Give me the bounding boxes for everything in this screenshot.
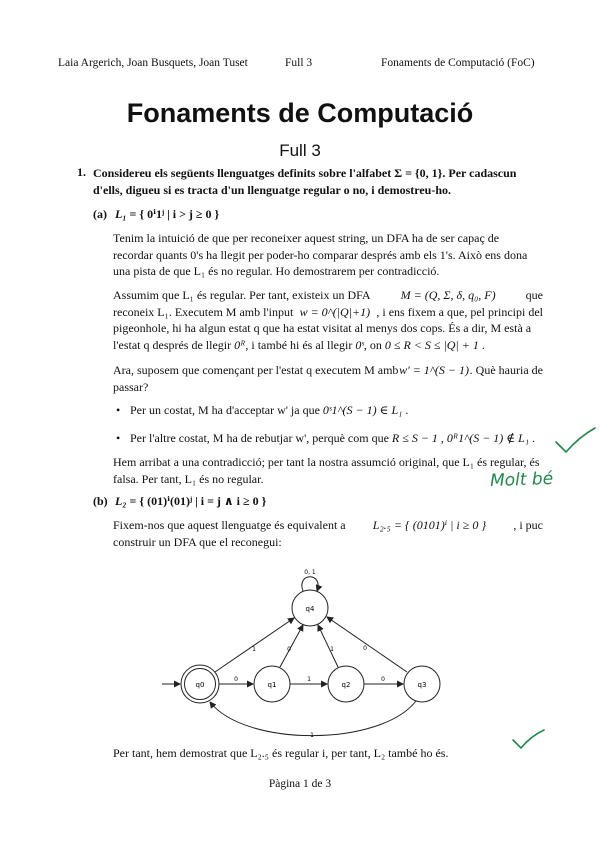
part-a-bullet-2-math2: 0ᴿ1^(S − 1) ∉ L₁ bbox=[446, 431, 530, 445]
part-a-p2-line2b: , i ens fixem a que, pel principi del bbox=[376, 304, 543, 319]
edge-q3-q0-label: 1 bbox=[310, 732, 314, 739]
page-title: Fonaments de Computació bbox=[126, 98, 474, 128]
part-b-label: (b) bbox=[93, 494, 108, 508]
part-a-p2-ineq: 0 ≤ R < S ≤ |Q| + 1 bbox=[384, 337, 479, 352]
part-a-paragraph-3 bbox=[113, 362, 543, 395]
part-b-language bbox=[115, 494, 266, 509]
header-course: Fonaments de Computació (FoC) bbox=[381, 57, 535, 69]
part-a-p3-w: w' = 1^(S − 1) bbox=[399, 363, 469, 377]
edge-q0-q4-label: 1 bbox=[252, 646, 256, 653]
header-authors: Laia Argerich, Joan Busquets, Joan Tuset bbox=[58, 57, 248, 69]
header-sheet: Full 3 bbox=[285, 57, 313, 69]
part-a-paragraph-1 bbox=[113, 230, 543, 280]
question-statement bbox=[93, 165, 543, 198]
part-b-lang-name: L₂ bbox=[115, 494, 127, 508]
part-a-language bbox=[115, 207, 219, 222]
part-a-p2-0R: 0ᴿ bbox=[234, 337, 246, 352]
part-a-bullet-2: Per l'altre costat, M ha de rebutjar w', perquè com que R ≤ S − 1 , 0ᴿ1^(S − 1) ∉ L₁ . bbox=[130, 431, 536, 445]
part-a-p1-line2: recordar quants 0's ha llegit per poder-ho comparar després amb els 1's. Això ens dona bbox=[113, 247, 528, 262]
question-number: 1. bbox=[77, 165, 86, 179]
edge-q4-loop-label: 0, 1 bbox=[304, 569, 316, 576]
part-a-bullet-1: Per un costat, M ha d'acceptar w' ja que 0ˢ1^(S − 1) ∈ L₁ . bbox=[130, 403, 409, 417]
part-a-p2-line1a: Assumim que L₁ és regular. Per tant, existeix un DFA bbox=[113, 288, 371, 302]
question-alphabet: Σ = {0, 1} bbox=[394, 166, 443, 180]
dfa-diagram bbox=[150, 562, 450, 742]
question-line1-end: . Per cadascun bbox=[442, 166, 517, 180]
state-q2-label: q2 bbox=[341, 681, 351, 689]
state-q0-label: q0 bbox=[195, 681, 205, 689]
bullet-dot-1: • bbox=[116, 403, 121, 417]
edge-q2-q4-label: 1 bbox=[330, 646, 334, 653]
edge-q3-q0 bbox=[210, 701, 416, 736]
edge-q4-loop bbox=[302, 577, 318, 591]
edge-q0-q1-label: 0 bbox=[234, 676, 238, 683]
part-a-bullet-1-text: Per un costat, M ha d'acceptar w' ja que bbox=[130, 403, 320, 417]
part-b-lang-def: = { (01)ⁱ(01)ʲ | i = j ∧ i ≥ 0 } bbox=[129, 494, 267, 508]
part-b-p1-line2: construir un DFA que el reconegui: bbox=[113, 534, 282, 549]
part-a-p2-input: w = 0^(|Q|+1) bbox=[299, 304, 371, 319]
checkmark-icon-2 bbox=[510, 727, 546, 753]
part-a-p1-line1: Tenim la intuició de que per reconeixer aquest string, un DFA ha de ser capaç de bbox=[113, 231, 500, 245]
part-a-p4-line1: Hem arribat a una contradicció; per tant la nostra assumció original, que L₁ és regular, és bbox=[113, 455, 540, 469]
part-a-p3-line2: passar? bbox=[113, 379, 149, 394]
part-a-paragraph-2: Assumim que L₁ és regular. Per tant, existeix un DFA M = (Q, Σ, δ, q₀, F) que reconeix L₁. Executem M amb l'input w = 0^(|Q|+1) , i ens fixem a que, pel principi del pigeonhole, hi ha algun estat q que ha estat visitat al menys dos cops. És a dir, M està a l'estat q després de llegir 0ᴿ, i també hi és al llegir 0ˢ, on 0 ≤ R < S ≤ |Q| + 1 . bbox=[113, 288, 543, 352]
question-line1: Considereu els següents llenguatges definits sobre l'alfabet bbox=[93, 166, 392, 180]
checkmark-icon bbox=[553, 425, 598, 457]
part-a-p4-line2: falsa. Per tant, L₁ és no regular. bbox=[113, 471, 264, 486]
part-b-conclusion: Per tant, hem demostrat que L₂.₅ és regular i, per tant, L₂ també ho és. bbox=[113, 746, 449, 760]
part-b-p1-math: L₂.₅ = { (0101)ⁱ | i ≥ 0 } bbox=[372, 518, 487, 532]
page-footer: Pàgina 1 de 3 bbox=[268, 778, 332, 790]
part-b-p1-line1a: Fixem-nos que aquest llenguatge és equivalent a bbox=[113, 518, 346, 532]
part-a-p2-line4a: l'estat q després de llegir bbox=[113, 337, 232, 352]
edge-q1-q2-label: 1 bbox=[307, 676, 311, 683]
state-q3-label: q3 bbox=[417, 681, 427, 689]
bullet-dot-2: • bbox=[116, 431, 121, 445]
part-a-p2-0S: 0ˢ bbox=[355, 337, 364, 352]
part-a-p2-line2a: reconeix L₁. Executem M amb l'input bbox=[113, 304, 294, 319]
state-q1-label: q1 bbox=[267, 681, 277, 689]
part-a-bullet-2-math1: R ≤ S − 1 bbox=[391, 431, 438, 445]
edge-q1-q4 bbox=[280, 625, 303, 667]
edge-q2-q4 bbox=[318, 625, 338, 667]
part-a-p2-line4b: , i també hi és al llegir bbox=[245, 337, 353, 352]
part-a-p3-line1b: . Què hauria de bbox=[469, 363, 543, 377]
part-a-p3-line1a: Ara, suposem que començant per l'estat q executem M amb bbox=[113, 363, 399, 377]
part-a-p2-line3: pigeonhole, hi ha algun estat q que ha estat visitat al menys dos cops. És a dir, M està a bbox=[113, 321, 532, 335]
part-a-paragraph-4 bbox=[113, 454, 543, 487]
part-b-p1-line1b: , i puc bbox=[513, 518, 543, 532]
handwritten-note: Molt bé bbox=[489, 468, 554, 492]
part-a-p2-line4c: , on bbox=[363, 337, 382, 352]
part-a-p2-line1b: que bbox=[525, 288, 543, 302]
part-a-p2-dfa: M = (Q, Σ, δ, q₀, F) bbox=[400, 288, 496, 302]
part-a-bullet-1-math: 0ˢ1^(S − 1) ∈ L₁ bbox=[322, 403, 403, 417]
question-line2: d'ells, digueu si es tracta d'un llenguatge regular o no, i demostreu-ho. bbox=[93, 182, 452, 197]
edge-q2-q3-label: 0 bbox=[381, 676, 385, 683]
part-a-lang-name: L₁ bbox=[115, 207, 127, 221]
edge-q3-q4-label: 0 bbox=[363, 645, 367, 652]
part-b-paragraph-1 bbox=[113, 517, 543, 550]
part-a-label: (a) bbox=[93, 207, 107, 221]
edge-q1-q4-label: 0 bbox=[287, 646, 291, 653]
part-a-bullet-2-text: Per l'altre costat, M ha de rebutjar w', perquè com que bbox=[130, 431, 389, 445]
state-q4-label: q4 bbox=[305, 605, 315, 613]
part-a-lang-def: = { 0ⁱ1ʲ | i > j ≥ 0 } bbox=[129, 207, 220, 221]
edge-q3-q4 bbox=[327, 617, 407, 672]
part-a-p1-line3: una pista de que L₁ és no regular. Ho demostrarem per contradicció. bbox=[113, 264, 440, 278]
page-subtitle: Full 3 bbox=[279, 141, 321, 160]
